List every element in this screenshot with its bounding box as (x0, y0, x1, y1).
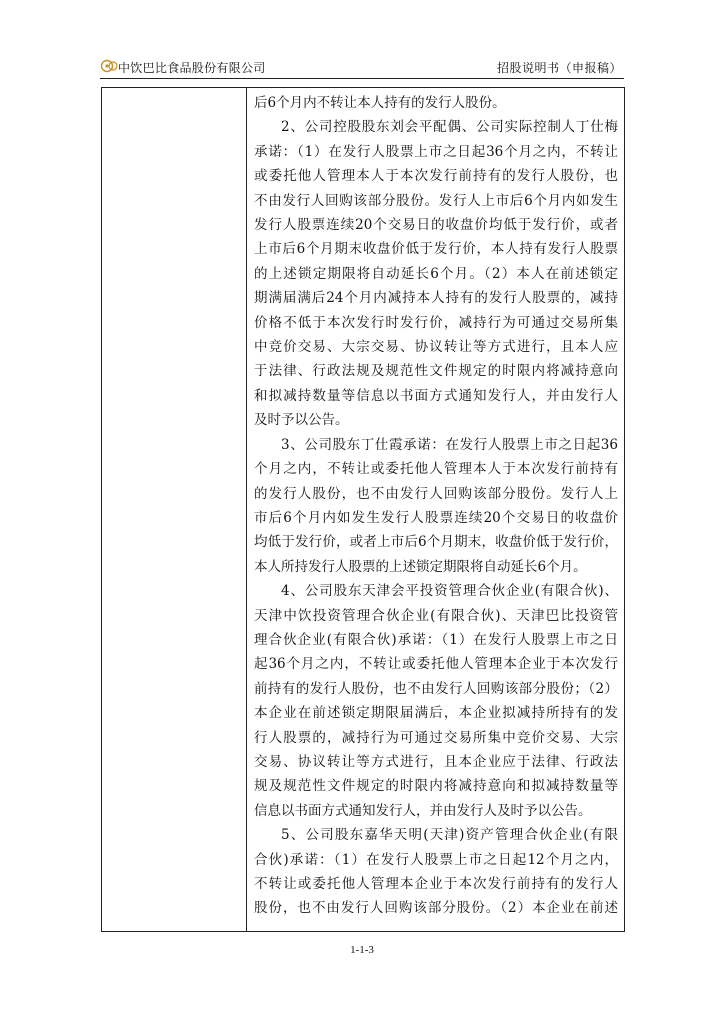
text-line: 个月之内，不转让或委托他人管理本人于本次发行前持有 (254, 461, 618, 478)
text-line: 起36个月之内，不转让或委托他人管理本企业于本次发行 (254, 656, 618, 673)
text-line: 期满届满后24个月内减持本人持有的发行人股票的，减持 (254, 290, 618, 307)
text-line: 规及规范性文件规定的时限内将减持意向和拟减持数量等 (254, 778, 618, 795)
document-title: 招股说明书（申报稿） (496, 61, 622, 75)
text-line: 和拟减持数量等信息以书面方式通知发行人，并由发行人 (254, 387, 618, 404)
text-line: 行人股票的，减持行为可通过交易所集中竞价交易、大宗 (254, 729, 618, 746)
text-line: 不由发行人回购该部分股份。发行人上市后6个月内如发生 (254, 192, 618, 209)
text-line: 交易、协议转让等方式进行，且本企业应于法律、行政法 (254, 753, 618, 770)
text-line: 发行人股票连续20个交易日的收盘价均低于发行价，或者 (254, 217, 618, 234)
table-left-column (102, 88, 247, 931)
text-line: 2、公司控股股东刘会平配偶、公司实际控制人丁仕梅 (281, 119, 618, 136)
text-line: 不转让或委托他人管理本企业于本次发行前持有的发行人 (254, 876, 618, 892)
table-right-column (247, 88, 624, 931)
text-line: 后6个月内不转让本人持有的发行人股份。 (254, 95, 506, 111)
text-line: 中竞价交易、大宗交易、协议转让等方式进行，且本人应 (254, 339, 618, 356)
text-line: 前持有的发行人股份，也不由发行人回购该部分股份；（2） (254, 680, 618, 697)
text-line: 于法律、行政法规及规范性文件规定的时限内将减持意向 (254, 363, 618, 380)
text-line: 本企业在前述锁定期限届满后，本企业拟减持所持有的发 (254, 705, 618, 722)
text-line: 合伙)承诺：（1）在发行人股票上市之日起12个月之内， (254, 851, 618, 868)
text-line: 3、公司股东丁仕霞承诺：在发行人股票上市之日起36 (281, 436, 618, 453)
text-line: 及时予以公告。 (254, 412, 349, 429)
text-line: 均低于发行价，或者上市后6个月期末，收盘价低于发行价， (254, 534, 618, 551)
page-number: 1-1-3 (350, 944, 374, 956)
text-line: 市后6个月内如发生发行人股票连续20个交易日的收盘价 (254, 509, 618, 526)
text-line: 的上述锁定期限将自动延长6个月。（2）本人在前述锁定 (254, 265, 618, 282)
company-name: 中饮巴比食品股份有限公司 (118, 61, 266, 75)
text-line: 信息以书面方式通知发行人，并由发行人及时予以公告。 (254, 802, 592, 819)
text-line: 天津中饮投资管理合伙企业(有限合伙)、天津巴比投资管 (254, 607, 618, 624)
text-line: 5、公司股东嘉华天明(天津)资产管理合伙企业(有限 (281, 827, 618, 844)
text-line: 上市后6个月期末收盘价低于发行价，本人持有发行人股票 (254, 241, 618, 258)
text-line: 股份，也不由发行人回购该部分股份。（2）本企业在前述 (254, 900, 618, 917)
commitment-text (254, 91, 618, 921)
text-line: 或委托他人管理本人于本次发行前持有的发行人股份，也 (254, 168, 618, 185)
text-line: 理合伙企业(有限合伙)承诺：（1）在发行人股票上市之日 (254, 631, 618, 648)
page-header (100, 54, 624, 79)
text-line: 的发行人股份，也不由发行人回购该部分股份。发行人上 (254, 485, 618, 502)
text-line: 承诺：（1）在发行人股票上市之日起36个月之内，不转让 (254, 143, 618, 160)
text-line: 价格不低于本次发行时发行价，减持行为可通过交易所集 (254, 314, 618, 331)
company-logo-icon (100, 58, 120, 74)
commitment-table (101, 87, 625, 932)
text-line: 本人所持发行人股票的上述锁定期限将自动延长6个月。 (254, 558, 587, 575)
text-line: 4、公司股东天津会平投资管理合伙企业(有限合伙)、 (281, 583, 618, 600)
